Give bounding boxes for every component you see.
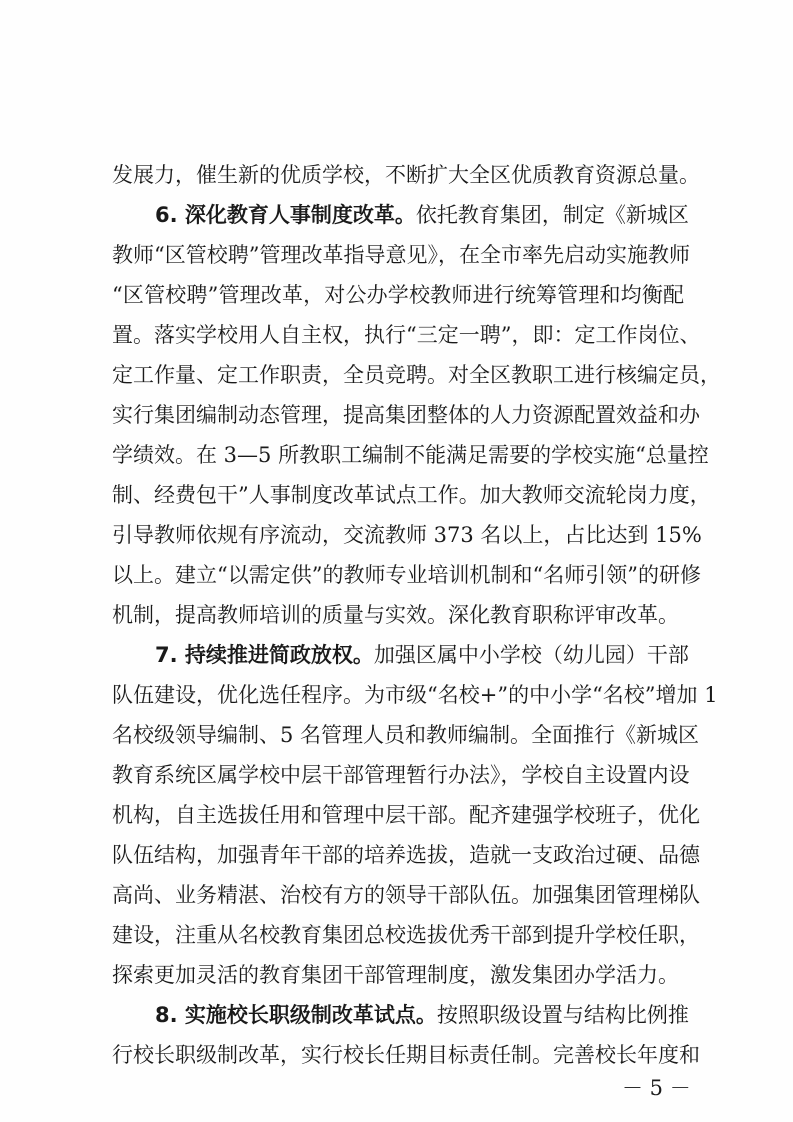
paragraph-line: 实行集团编制动态管理，提高集团整体的人力资源配置效益和办	[112, 403, 700, 427]
paragraph-first-line	[155, 635, 689, 675]
paragraph-first-line	[155, 195, 689, 235]
paragraph-line: 建设，注重从名校教育集团总校选拔优秀干部到提升学校任职，	[112, 923, 700, 947]
paragraph-line: 依托教育集团，制定《新城区	[415, 203, 689, 227]
section-heading-7: 7. 持续推进简政放权。	[155, 643, 374, 667]
paragraph-line: 定工作量、定工作职责，全员竞聘。对全区教职工进行核编定员，	[112, 363, 721, 387]
paragraph-line: 以上。建立“以需定供”的教师专业培训机制和“名师引领”的研修	[112, 563, 701, 587]
paragraph-line: 队伍结构，加强青年干部的培养选拔，造就一支政治过硬、品德	[112, 843, 700, 867]
paragraph-line: “区管校聘”管理改革，对公办学校教师进行统筹管理和均衡配	[112, 283, 684, 307]
paragraph-line: 教师“区管校聘”管理改革指导意见》，在全市率先启动实施教师	[112, 243, 690, 267]
paragraph-line: 机制，提高教师培训的质量与实效。深化教育职称评审改革。	[112, 603, 679, 627]
paragraph-line: 队伍建设，优化选任程序。为市级“名校+”的中小学“名校”增加 1	[112, 683, 718, 707]
paragraph-line: 发展力，催生新的优质学校，不断扩大全区优质教育资源总量。	[112, 163, 700, 187]
page-number: － 5 －	[622, 1076, 691, 1100]
paragraph-line: 机构，自主选拔任用和管理中层干部。配齐建强学校班子，优化	[112, 803, 700, 827]
paragraph-line: 学绩效。在 3—5 所教职工编制不能满足需要的学校实施“总量控	[112, 443, 709, 467]
paragraph-line: 高尚、业务精湛、治校有方的领导干部队伍。加强集团管理梯队	[112, 883, 700, 907]
paragraph-line: 名校级领导编制、5 名管理人员和教师编制。全面推行《新城区	[112, 723, 700, 747]
paragraph-line: 引导教师依规有序流动，交流教师 373 名以上，占比达到 15%	[112, 523, 702, 547]
section-heading-8: 8. 实施校长职级制改革试点。	[155, 1003, 437, 1027]
paragraph-line: 置。落实学校用人自主权，执行“三定一聘”，即：定工作岗位、	[112, 323, 701, 347]
paragraph-line: 行校长职级制改革，实行校长任期目标责任制。完善校长年度和	[112, 1043, 700, 1067]
paragraph-line: 制、经费包干”人事制度改革试点工作。加大教师交流轮岗力度，	[112, 483, 711, 507]
paragraph-line: 加强区属中小学校（幼儿园）干部	[373, 643, 689, 667]
paragraph-line: 教育系统区属学校中层干部管理暂行办法》，学校自主设置内设	[112, 763, 690, 787]
paragraph-line: 按照职级设置与结构比例推	[436, 1003, 689, 1027]
paragraph-first-line	[155, 995, 689, 1035]
paragraph-line: 探索更加灵活的教育集团干部管理制度，激发集团办学活力。	[112, 963, 679, 987]
section-heading-6: 6. 深化教育人事制度改革。	[155, 203, 416, 227]
